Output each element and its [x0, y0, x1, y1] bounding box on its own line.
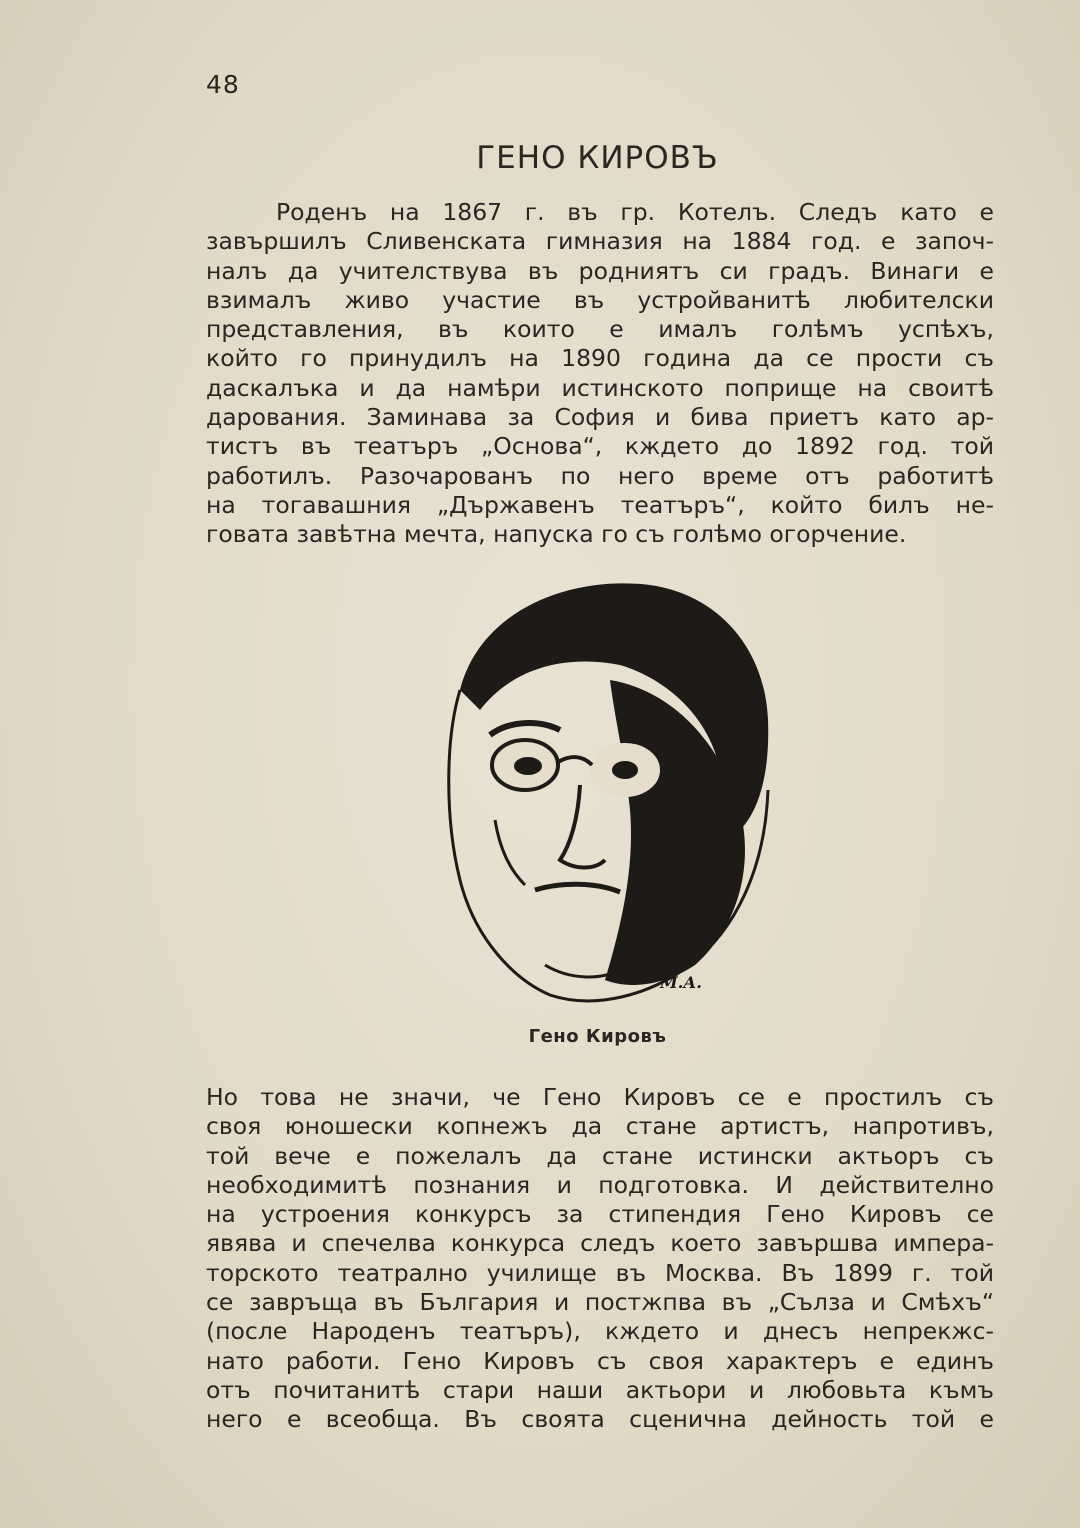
- text-line: него е всеобща. Въ своята сценична дейность той е: [206, 1405, 994, 1434]
- text-line: представления, въ които е ималъ голѣмъ успѣхъ,: [206, 315, 994, 344]
- text-line: налъ да учителствува въ родниятъ си градъ. Винаги е: [206, 256, 994, 285]
- portrait-caption: Гено Кировъ: [528, 1026, 667, 1047]
- text-line: се завръща въ България и постжпва въ „Сълза и Смѣхъ“: [206, 1288, 994, 1317]
- glasses-bridge: [558, 757, 592, 765]
- text-line: своя юношески копнежъ да стане артистъ, напротивъ,: [206, 1112, 994, 1141]
- text-line: на тогавашния „Държавенъ театъръ“, който билъ не-: [206, 490, 994, 519]
- portrait-nose: [560, 785, 605, 868]
- text-line: дарования. Заминава за София и бива приетъ като ар-: [206, 403, 994, 432]
- text-line: явява и спечелва конкурса следъ което завършва импера-: [206, 1229, 994, 1258]
- text-line: тистъ въ театъръ „Основа“, кждето до 1892 год. той: [206, 432, 994, 461]
- text-line: отъ почитанитѣ стари наши актьори и любовьта къмъ: [206, 1375, 994, 1404]
- portrait-cheek-line: [495, 820, 525, 885]
- text-line: работилъ. Разочарованъ по него време отъ работитѣ: [206, 461, 994, 490]
- text-line: (после Народенъ театъръ), кждето и днесъ непрекжс-: [206, 1317, 994, 1346]
- text-line: Но това не значи, че Гено Кировъ се е простилъ съ: [206, 1083, 994, 1111]
- text-line: завършилъ Сливенската гимназия на 1884 год. е започ-: [206, 227, 994, 256]
- text-line: който го принудилъ на 1890 година да се прости съ: [206, 344, 994, 373]
- text-line: той вече е пожелалъ да стане истински актьоръ съ: [206, 1141, 994, 1170]
- text-line: даскалъка и да намѣри истинското поприще на своитѣ: [206, 373, 994, 402]
- right-eye: [612, 761, 638, 779]
- artist-signature: М.А.: [660, 973, 702, 992]
- biography-paragraph-2: [206, 1083, 994, 1435]
- biography-paragraph-1: [206, 198, 994, 550]
- left-eyebrow: [490, 723, 560, 735]
- left-eye: [514, 757, 542, 775]
- text-line: нато работи. Гено Кировъ съ своя характеръ е единъ: [206, 1346, 994, 1375]
- text-line: Роденъ на 1867 г. въ гр. Котелъ. Следъ като е: [276, 198, 994, 226]
- text-line: необходимитѣ познания и подготовка. И действително: [206, 1170, 994, 1199]
- text-line: на устроения конкурсъ за стипендия Гено Кировъ се: [206, 1200, 994, 1229]
- text-line: взималъ живо участие въ устройванитѣ любителски: [206, 285, 994, 314]
- portrait-drawing: [420, 570, 780, 1010]
- text-line: торското театрално училище въ Москва. Въ 1899 г. той: [206, 1258, 994, 1287]
- page-number: 48: [206, 70, 240, 99]
- portrait-mouth: [535, 884, 620, 892]
- page-title: ГЕНО КИРОВЪ: [476, 140, 719, 176]
- text-line: говата завѣтна мечта, напуска го съ голѣмо огорчение.: [206, 520, 907, 549]
